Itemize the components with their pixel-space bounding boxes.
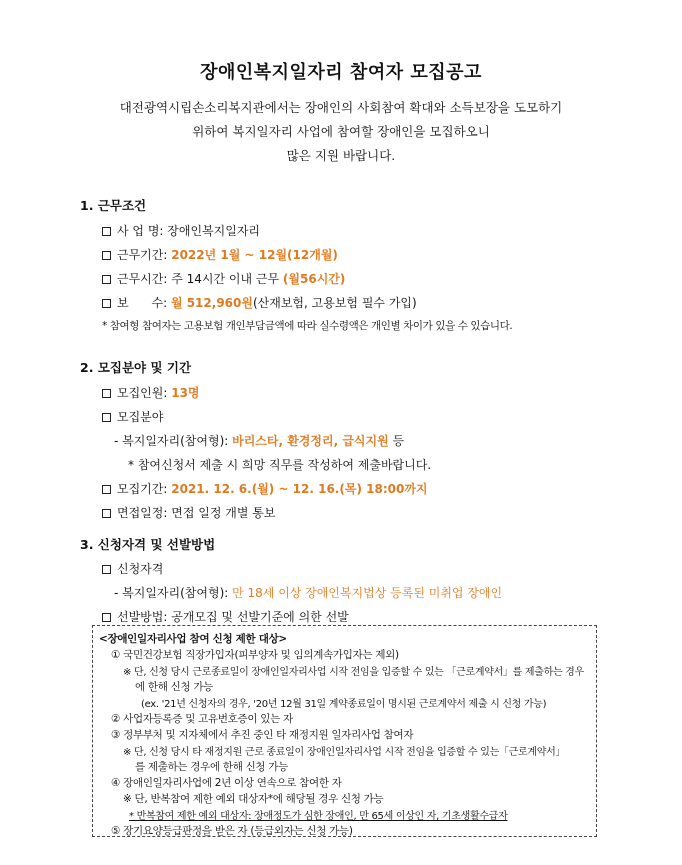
checkbox-icon <box>102 227 111 236</box>
restriction-title: <장애인일자리사업 참여 신청 제한 대상> <box>99 633 287 645</box>
interview-text: 면접일정: 면접 일정 개별 통보 <box>117 506 276 520</box>
restriction-item-3: ③ 정부부처 및 지자체에서 추진 중인 타 재정지원 일자리사업 참여자 <box>111 729 414 741</box>
restriction-note-3-cont: 를 제출하는 경우에 한해 신청 가능 <box>135 761 288 773</box>
count-value: 13명 <box>171 386 200 400</box>
field-value: 바리스타, 환경정리, 급식지원 <box>232 434 389 448</box>
field-label: 모집분야 <box>117 410 164 424</box>
intro-line-2: 위하여 복지일자리 사업에 참여할 장애인을 모집하오니 <box>192 124 490 139</box>
hours-highlight: (월56시간) <box>282 272 346 286</box>
restriction-note-4: ※ 단, 반복참여 제한 예외 대상자*에 해당될 경우 신청 가능 <box>123 793 384 805</box>
biz-value: 장애인복지일자리 <box>167 224 261 238</box>
pay-rest: (산재보험, 고용보험 필수 가입) <box>252 296 417 310</box>
qual-value: 만 18세 이상 장애인복지법상 등록된 미취업 장애인 <box>232 586 503 600</box>
biz-name-row <box>102 222 260 239</box>
qual-label: 신청자격 <box>117 562 164 576</box>
work-hours-row <box>102 270 345 287</box>
restriction-item-5: ⑤ 장기요양등급판정을 받은 자 (등급외자는 신청 가능) <box>111 825 353 837</box>
checkbox-icon <box>102 251 111 260</box>
field-prefix: - 복지일자리(참여형): <box>114 434 233 448</box>
section-3-heading: 3. 신청자격 및 선발방법 <box>80 537 216 552</box>
restriction-note-1: ※ 단, 신청 당시 근로종료일이 장애인일자리사업 시작 전임을 입증할 수 있는 「근로계약서」를 제출하는 경우 <box>123 667 584 678</box>
restriction-box <box>92 625 597 837</box>
recruit-period-value: 2021. 12. 6.(월) ~ 12. 16.(목) 18:00까지 <box>171 482 428 496</box>
qual-detail-row <box>114 584 502 601</box>
checkbox-icon <box>102 565 111 574</box>
hours-label: 근무시간: <box>117 272 172 286</box>
field-detail-row <box>114 432 404 449</box>
work-period-row <box>102 246 338 263</box>
count-label: 모집인원: <box>117 386 172 400</box>
recruit-period-label: 모집기간: <box>117 482 172 496</box>
page-title: 장애인복지일자리 참여자 모집공고 <box>200 62 482 83</box>
checkbox-icon <box>102 485 111 494</box>
restriction-item-2: ② 사업자등록증 및 고유번호증이 있는 자 <box>111 713 293 725</box>
pay-row <box>102 294 417 311</box>
selection-text: 선발방법: 공개모집 및 선발기준에 의한 선발 <box>117 610 349 624</box>
interview-row <box>102 504 275 521</box>
selection-row <box>102 608 349 625</box>
recruit-field-row <box>102 408 163 425</box>
pay-highlight: 월 512,960원 <box>170 296 253 310</box>
period-label: 근무기간: <box>117 248 172 262</box>
hours-value: 주 14시간 이내 근무 <box>171 272 283 286</box>
biz-label: 사 업 명: <box>117 224 168 238</box>
checkbox-icon <box>102 299 111 308</box>
intro-line-1: 대전광역시립손소리복지관에서는 장애인의 사회참여 확대와 소득보장을 도모하기 <box>119 100 563 115</box>
checkbox-icon <box>102 509 111 518</box>
recruit-period-row <box>102 480 428 497</box>
qual-prefix: - 복지일자리(참여형): <box>114 586 233 600</box>
restriction-example: (ex. '21년 신청자의 경우, '20년 12월 31일 계약종료일이 명시된 근로계약서 제출 시 신청 가능) <box>141 699 547 710</box>
period-value: 2022년 1월 ~ 12월(12개월) <box>171 248 338 262</box>
restriction-note-1-cont: 에 한해 신청 가능 <box>135 681 214 693</box>
restriction-item-1: ① 국민건강보험 직장가입자(피부양자 및 임의계속가입자는 제외) <box>111 649 399 661</box>
pay-note: * 참여형 참여자는 고용보험 개인부담금액에 따라 실수령액은 개인별 차이가 있을 수 있습니다. <box>102 320 513 332</box>
checkbox-icon <box>102 613 111 622</box>
section-1-heading: 1. 근무조건 <box>80 198 147 213</box>
pay-label: 보 수: <box>117 296 171 310</box>
checkbox-icon <box>102 413 111 422</box>
field-note: * 참여신청서 제출 시 희망 직무를 작성하여 제출바랍니다. <box>128 458 432 472</box>
restriction-note-3: ※ 단, 신청 당시 타 재정지원 근로 종료일이 장애인일자리사업 시작 전임을 입증할 수 있는「근로계약서」 <box>123 747 566 758</box>
checkbox-icon <box>102 275 111 284</box>
field-suffix: 등 <box>388 434 405 448</box>
qualification-row <box>102 560 163 577</box>
intro-line-3: 많은 지원 바랍니다. <box>286 148 396 163</box>
section-2-heading: 2. 모집분야 및 기간 <box>80 360 192 375</box>
restriction-exception: * 반복참여 제한 예외 대상자: 장애정도가 심한 장애인, 만 65세 이상인 자, 기초생활수급자 <box>129 811 508 822</box>
restriction-item-4: ④ 장애인일자리사업에 2년 이상 연속으로 참여한 자 <box>111 777 342 789</box>
checkbox-icon <box>102 389 111 398</box>
recruit-count-row <box>102 384 200 401</box>
